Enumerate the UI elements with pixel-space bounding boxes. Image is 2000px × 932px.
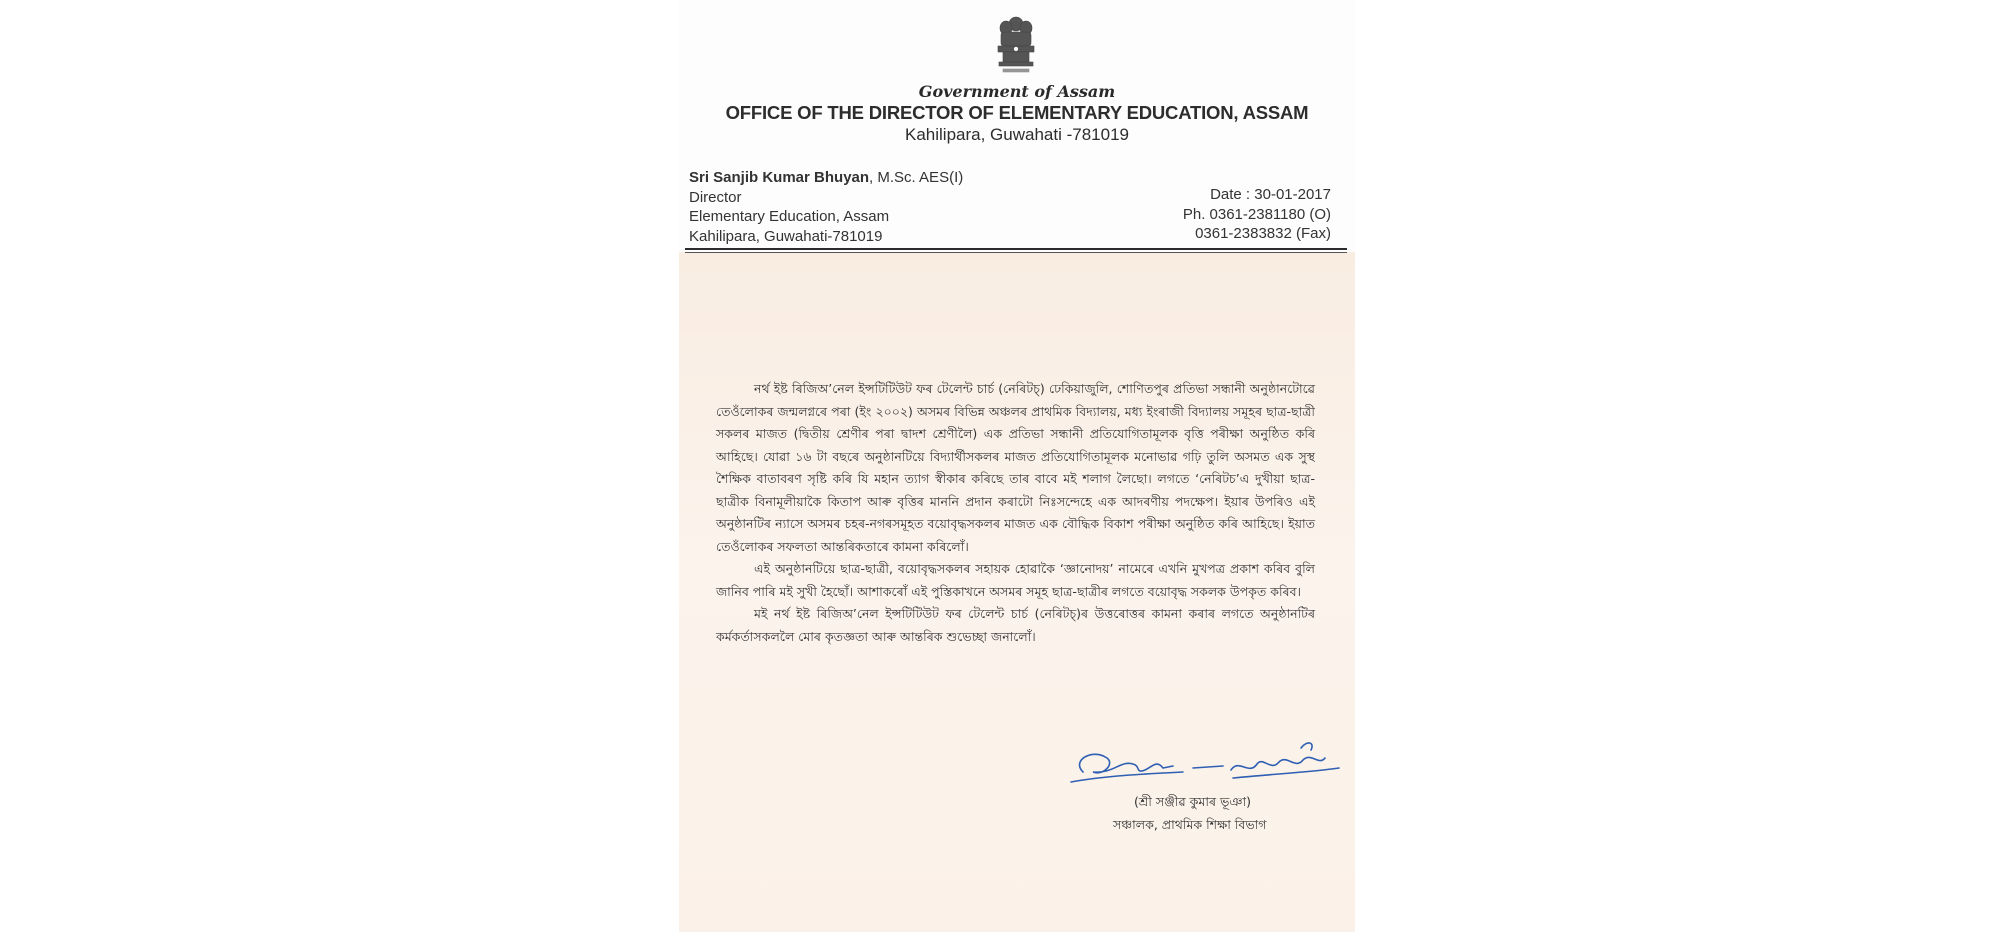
sender-name-line	[689, 168, 963, 188]
contact-block	[1183, 185, 1331, 244]
sender-title: Director	[689, 188, 742, 206]
body-paragraph: মই নৰ্থ ইষ্ট ৰিজিঅ’নেল ইন্সটিটিউট ফৰ টেলেন্ট চাৰ্চ (নেৰিটচ্)ৰ উত্তৰোত্তৰ কামনা কৰাৰ লগতে অনুষ্ঠানটিৰ কৰ্মকৰ্তাসকললৈ মোৰ কৃতজ্ঞতা আৰু আন্তৰিক শুভেচ্ছা জনালোঁ।	[716, 606, 1315, 644]
divider-thin	[685, 252, 1347, 253]
sender-qualification: , M.Sc. AES(I)	[869, 169, 964, 186]
letter-date: Date : 30-01-2017	[1210, 186, 1331, 203]
fax-number: 0361-2383832 (Fax)	[1195, 225, 1331, 242]
phone-number: Ph. 0361-2381180 (O)	[1182, 205, 1331, 223]
letter-body	[716, 378, 1315, 648]
signatory-name: (শ্ৰী সঞ্জীৱ কুমাৰ ভূঞা)	[1134, 794, 1251, 809]
office-heading: OFFICE OF THE DIRECTOR OF ELEMENTARY EDUCATION, ASSAM	[725, 102, 1309, 123]
state-emblem-icon	[989, 14, 1043, 80]
government-heading: Government of Assam	[918, 82, 1116, 101]
letter-page	[679, 0, 1355, 932]
sender-department: Elementary Education, Assam	[689, 208, 890, 225]
sender-block	[689, 168, 963, 246]
handwritten-signature	[1063, 730, 1343, 800]
sender-name: Sri Sanjib Kumar Bhuyan	[689, 169, 870, 186]
body-paragraph: নৰ্থ ইষ্ট ৰিজিঅ’নেল ইন্সটিটিউট ফৰ টেলেন্ট চাৰ্চ (নেৰিটচ্) ঢেকিয়াজুলি, শোণিতপুৰ প্ৰতিভা সন্ধানী অনুষ্ঠানটোৱে তেওঁলোকৰ জন্মলগ্নৰে পৰা (ইং ২০০২) অসমৰ বিভিন্ন অঞ্চলৰ প্ৰাথমিক বিদ্যালয়, মধ্য ইংৰাজী বিদ্যালয় সমূহৰ ছাত্ৰ-ছাত্ৰী সকলৰ মাজত (দ্বিতীয় শ্ৰেণীৰ পৰা দ্বাদশ শ্ৰেণীলৈ) এক প্ৰতিভা সন্ধানী প্ৰতিযোগিতামূলক বৃত্তি পৰীক্ষা অনুষ্ঠিত কৰি আহিছে। যোৱা ১৬ টা বছৰে অনুষ্ঠানটিয়ে বিদ্যাৰ্থীসকলৰ মাজত প্ৰতিযোগিতামূলক মনোভাৱ গঢ়ি তুলি অসমত এক সুস্থ শৈক্ষিক বাতাবৰণ সৃষ্টি কৰি যি মহান ত্যাগ স্বীকাৰ কৰিছে তাৰ বাবে মই শলাগ লৈছো। লগতে ‘নেৰিটচ’এ দুখীয়া ছাত্ৰ-ছাত্ৰীক বিনামূলীয়াকৈ কিতাপ আৰু বৃত্তিৰ মাননি প্ৰদান কৰাটো নিঃসন্দেহে এক আদৰণীয় পদক্ষেপ। ইয়াৰ উপৰিও এই অনুষ্ঠানটিৰ ন্যাসে অসমৰ চহৰ-নগৰসমূহত বয়োবৃদ্ধসকলৰ মাজত এক বৌদ্ধিক বিকাশ পৰীক্ষা অনুষ্ঠিত কৰি আহিছে। ইয়াত তেওঁলোকৰ সফলতা আন্তৰিকতাৰে কামনা কৰিলোঁ।	[716, 381, 1315, 554]
divider-thick	[685, 248, 1347, 250]
office-address: Kahilipara, Guwahati -781019	[905, 125, 1129, 144]
signatory-designation: সঞ্চালক, প্ৰাথমিক শিক্ষা বিভাগ	[1113, 817, 1267, 832]
sender-address: Kahilipara, Guwahati-781019	[689, 227, 883, 245]
body-paragraph: এই অনুষ্ঠানটিয়ে ছাত্ৰ-ছাত্ৰী, বয়োবৃদ্ধসকলৰ সহায়ক হোৱাকৈ ‘জ্ঞানোদয়’ নামেৰে এখনি মুখপত্ৰ প্ৰকাশ কৰিব বুলি জানিব পাৰি মই সুখী হৈছোঁ। আশাকৰোঁ এই পুস্তিকাখনে অসমৰ সমূহ ছাত্ৰ-ছাত্ৰীৰ লগতে বয়োবৃদ্ধ সকলক উপকৃত কৰিব।	[716, 561, 1315, 599]
